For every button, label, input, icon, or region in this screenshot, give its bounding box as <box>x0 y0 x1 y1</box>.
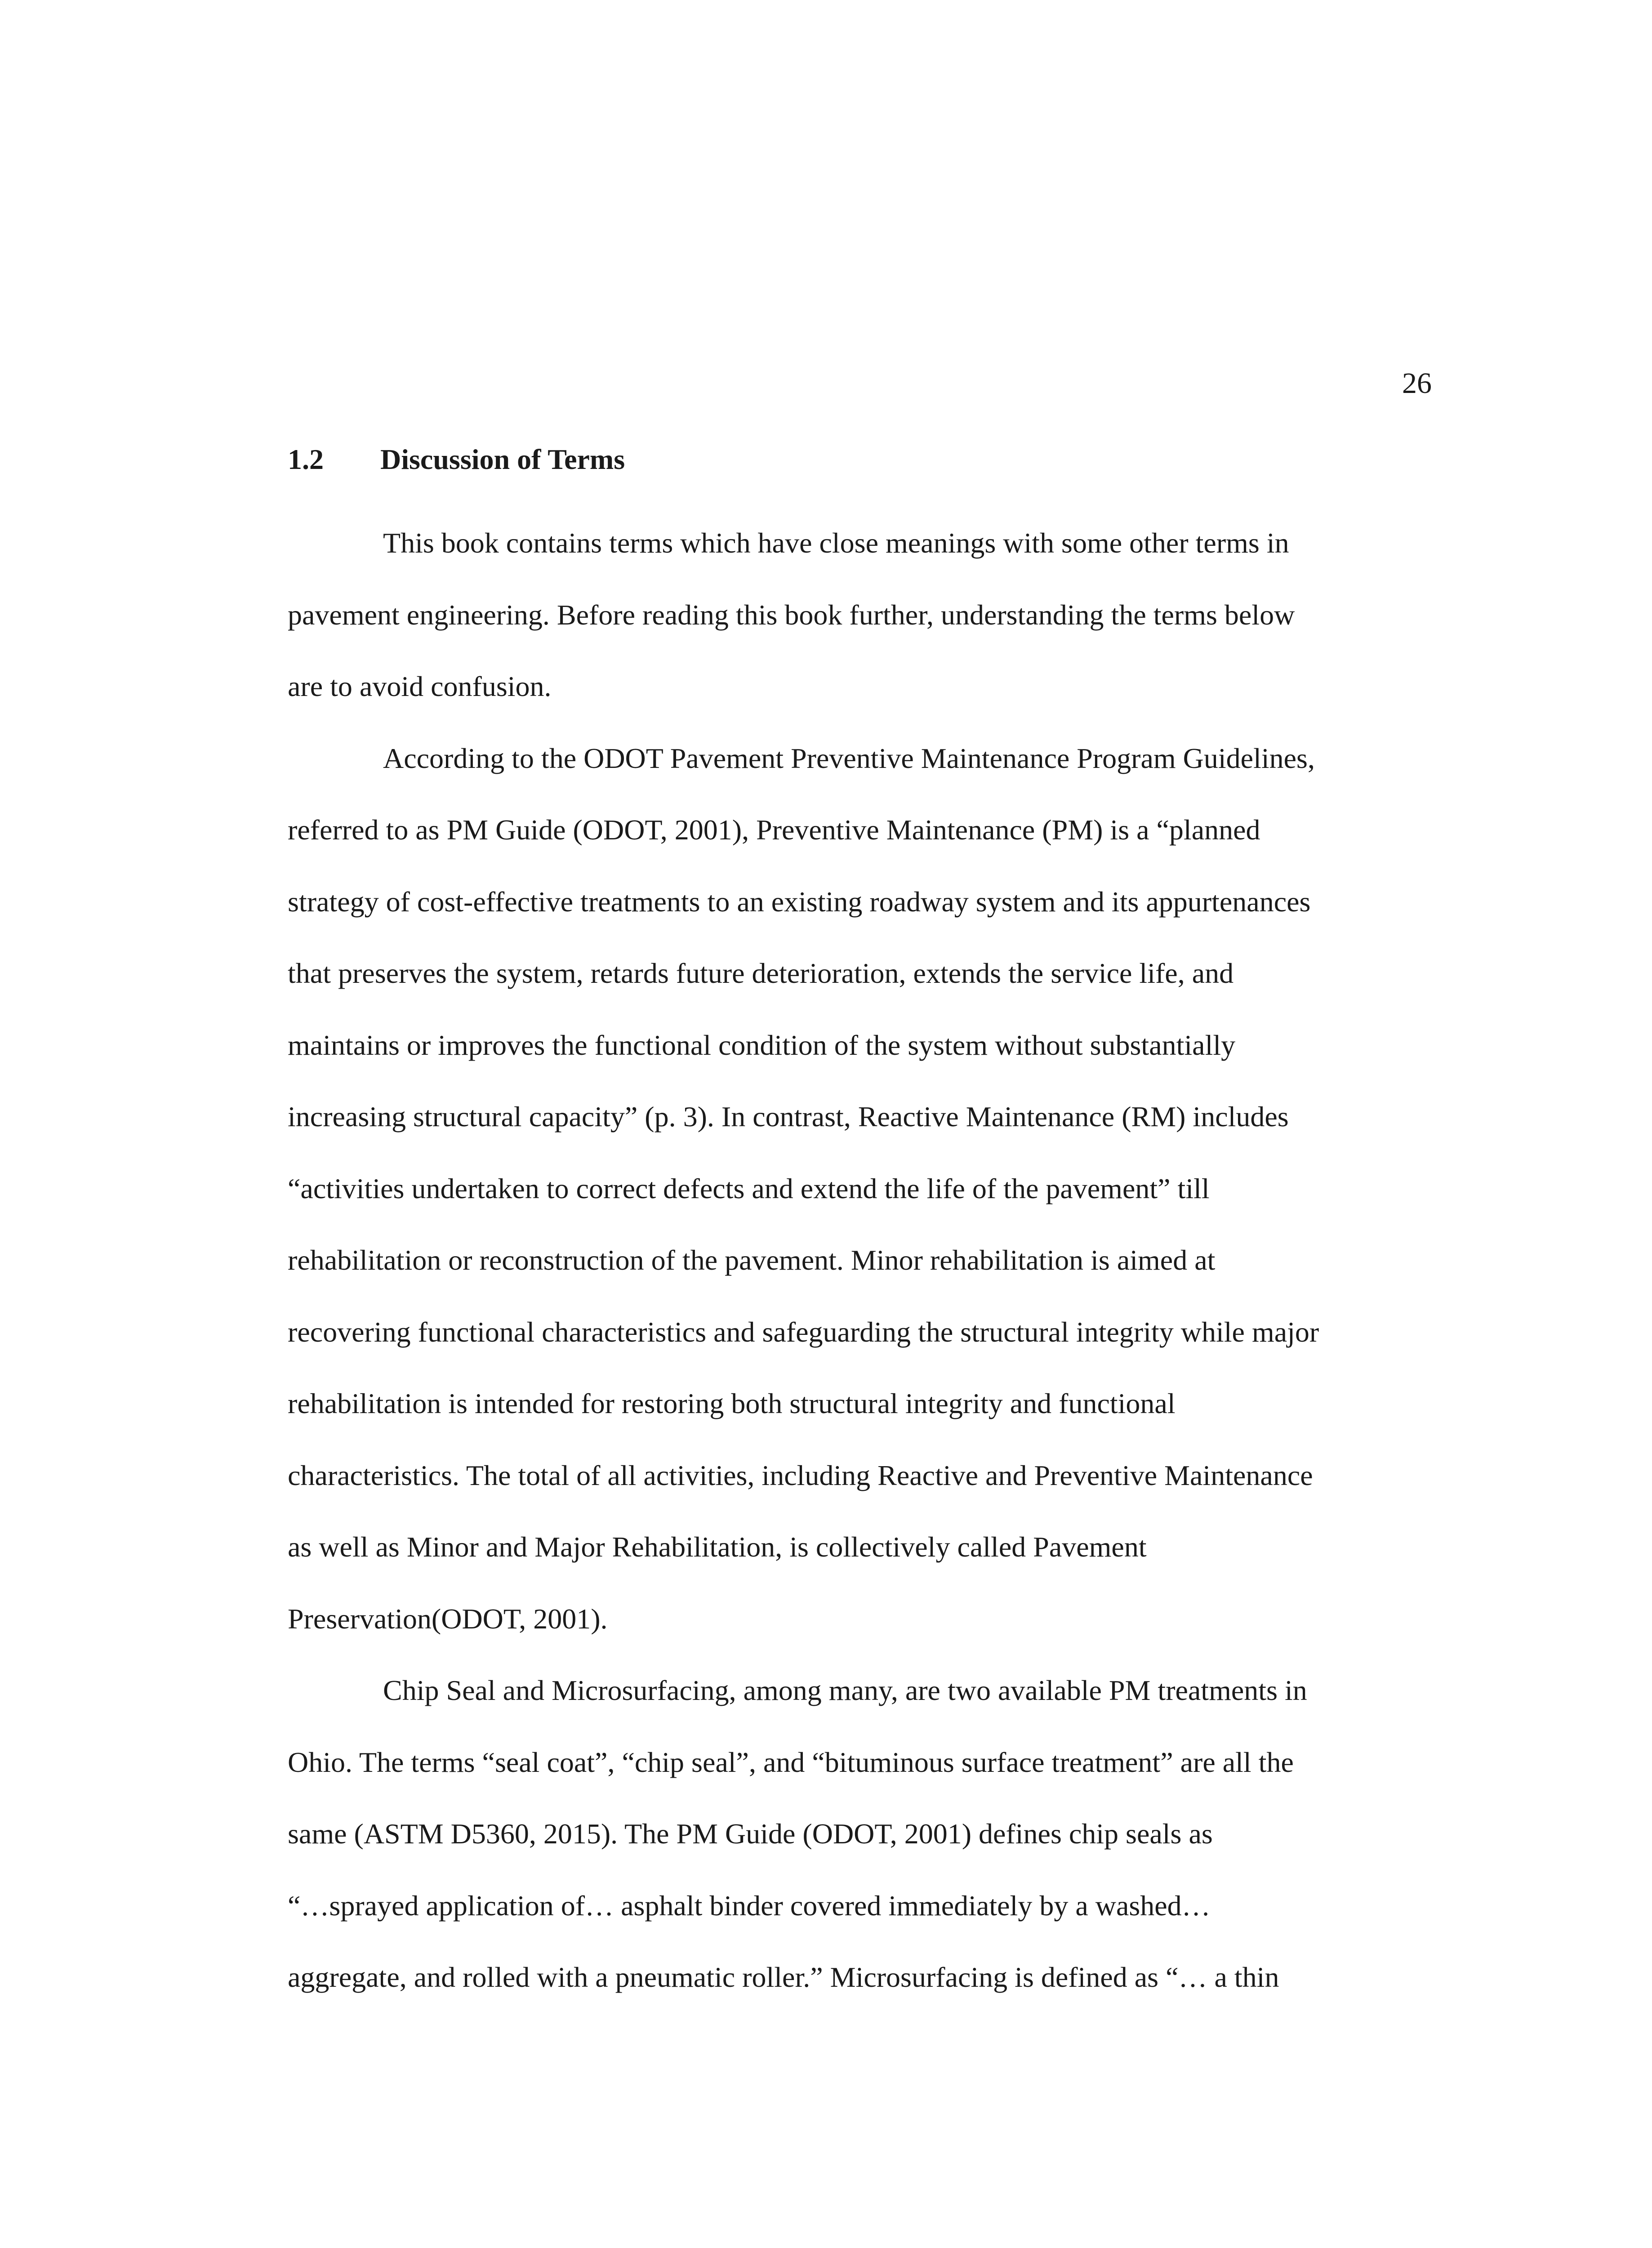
section-heading <box>288 445 1438 474</box>
text-line: According to the ODOT Pavement Preventive Maintenance Program Guidelines, <box>383 742 1315 774</box>
text-line: “…sprayed application of… asphalt binder covered immediately by a washed… <box>288 1889 1211 1922</box>
text-line: as well as Minor and Major Rehabilitation, is collectively called Pavement <box>288 1531 1147 1563</box>
text-line: Preservation(ODOT, 2001). <box>288 1602 608 1635</box>
text-line: characteristics. The total of all activities, including Reactive and Preventive Maintenance <box>288 1459 1313 1491</box>
text-line: “activities undertaken to correct defects and extend the life of the pavement” till <box>288 1172 1210 1204</box>
text-line: recovering functional characteristics and safeguarding the structural integrity while major <box>288 1316 1319 1348</box>
text-line: rehabilitation is intended for restoring both structural integrity and functional <box>288 1387 1176 1419</box>
page-number: 26 <box>1402 367 1432 400</box>
text-line: same (ASTM D5360, 2015). The PM Guide (ODOT, 2001) defines chip seals as <box>288 1818 1213 1850</box>
section-body <box>288 445 1438 1992</box>
text-line: pavement engineering. Before reading this book further, understanding the terms below <box>288 598 1295 631</box>
text-line: strategy of cost-effective treatments to an existing roadway system and its appurtenances <box>288 885 1311 918</box>
text-line: aggregate, and rolled with a pneumatic roller.” Microsurfacing is defined as “… a thin <box>288 1961 1279 1993</box>
text-line: are to avoid confusion. <box>288 670 552 702</box>
text-line: increasing structural capacity” (p. 3). In contrast, Reactive Maintenance (RM) includes <box>288 1101 1289 1133</box>
section-number: 1.2 <box>288 443 324 475</box>
text-line: Ohio. The terms “seal coat”, “chip seal”, and “bituminous surface treatment” are all the <box>288 1746 1294 1778</box>
text-line: Chip Seal and Microsurfacing, among many, are two available PM treatments in <box>383 1674 1307 1706</box>
text-line: referred to as PM Guide (ODOT, 2001), Preventive Maintenance (PM) is a “planned <box>288 814 1260 846</box>
text-line: that preserves the system, retards future deterioration, extends the service life, and <box>288 957 1234 989</box>
text-line: rehabilitation or reconstruction of the pavement. Minor rehabilitation is aimed at <box>288 1244 1216 1276</box>
text-line: This book contains terms which have close meanings with some other terms in <box>383 527 1289 559</box>
text-line: maintains or improves the functional condition of the system without substantially <box>288 1029 1236 1061</box>
section-title: Discussion of Terms <box>380 443 625 475</box>
